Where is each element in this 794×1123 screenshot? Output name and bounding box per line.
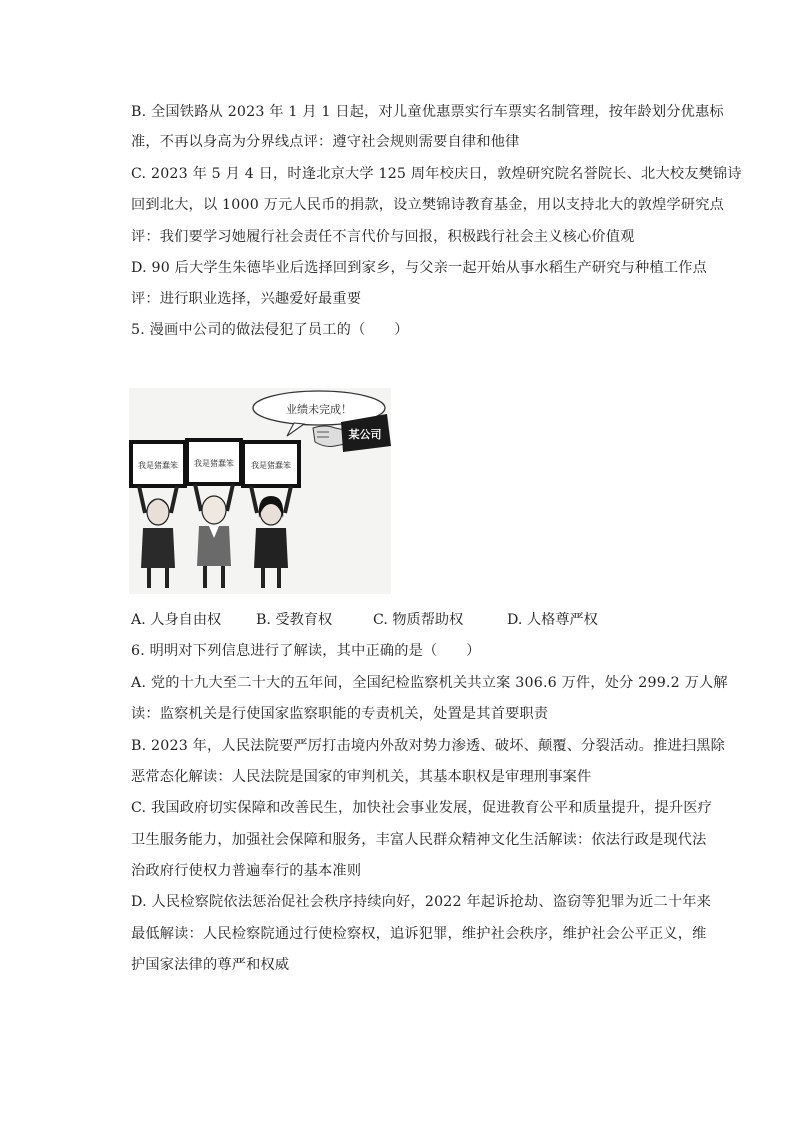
company-label: 某公司	[348, 428, 382, 441]
q4-option-b-line-1: B. 全国铁路从 2023 年 1 月 1 日起，对儿童优惠票实行车票实名制管理，按年龄划分优惠标	[131, 104, 724, 120]
sign-3-text: 我是猪蠢笨	[251, 461, 291, 470]
q6-option-c-line-1: C. 我国政府切实保障和改善民生，加快社会事业发展，促进教育公平和质量提升，提升医疗	[131, 800, 713, 816]
q4-option-c-line-3: 评：我们要学习她履行社会责任不言代价与回报，积极践行社会主义核心价值观	[131, 229, 635, 245]
q6-option-a-line-1: A. 党的十九大至二十大的五年间，全国纪检监察机关共立案 306.6 万件，处分 299.2 万人解	[131, 675, 728, 691]
q6-stem: 6. 明明对下列信息进行了解读，其中正确的是（ ）	[131, 643, 481, 659]
q6-option-d-line-3: 护国家法律的尊严和权威	[131, 957, 290, 973]
q4-option-c-line-1: C. 2023 年 5 月 4 日，时逢北京大学 125 周年校庆日，敦煌研究院名誉院长、北大校友樊锦诗	[131, 166, 742, 182]
q5-option-a: A. 人身自由权	[131, 612, 222, 628]
bubble-text: 业绩未完成！	[286, 403, 352, 416]
q6-option-a-line-2: 读：监察机关是行使国家监察职能的专责机关，处置是其首要职责	[131, 706, 549, 722]
q4-option-d-line-2: 评：进行职业选择，兴趣爱好最重要	[131, 291, 362, 307]
q6-option-c-line-3: 治政府行使权力普遍奉行的基本准则	[131, 863, 362, 879]
cartoon-illustration	[129, 388, 391, 594]
sign-2-text: 我是猪蠢笨	[194, 459, 234, 468]
q4-option-b-line-2: 准，不再以身高为分界线点评：遵守社会规则需要自律和他律	[131, 134, 520, 150]
q4-option-d-line-1: D. 90 后大学生朱德毕业后选择回到家乡，与父亲一起开始从事水稻生产研究与种植工作点	[131, 260, 707, 276]
q4-option-c-line-2: 回到北大，以 1000 万元人民币的捐款，设立樊锦诗教育基金，用以支持北大的敦煌学研究点	[131, 197, 725, 213]
pointing-hand-icon	[313, 426, 345, 447]
q6-option-c-line-2: 卫生服务能力，加强社会保障和服务，丰富人民群众精神文化生活解读：依法行政是现代法	[131, 832, 707, 848]
q5-option-c: C. 物质帮助权	[373, 612, 464, 628]
q5-option-d: D. 人格尊严权	[507, 612, 598, 628]
q5-option-b: B. 受教育权	[256, 612, 333, 628]
q6-option-d-line-2: 最低解读：人民检察院通过行使检察权，追诉犯罪，维护社会秩序，维护社会公平正义，维	[131, 926, 707, 942]
q6-option-d-line-1: D. 人民检察院依法惩治促社会秩序持续向好，2022 年起诉抢劫、盗窃等犯罪为近二十年来	[131, 894, 712, 910]
q6-option-b-line-2: 恶常态化解读：人民法院是国家的审判机关，其基本职权是审理刑事案件	[131, 769, 592, 785]
sign-1-text: 我是猪蠢笨	[138, 461, 178, 470]
q6-option-b-line-1: B. 2023 年，人民法院要严厉打击境内外敌对势力渗透、破坏、颠覆、分裂活动。推进扫黑除	[131, 738, 726, 754]
q5-stem: 5. 漫画中公司的做法侵犯了员工的（ ）	[131, 322, 409, 338]
